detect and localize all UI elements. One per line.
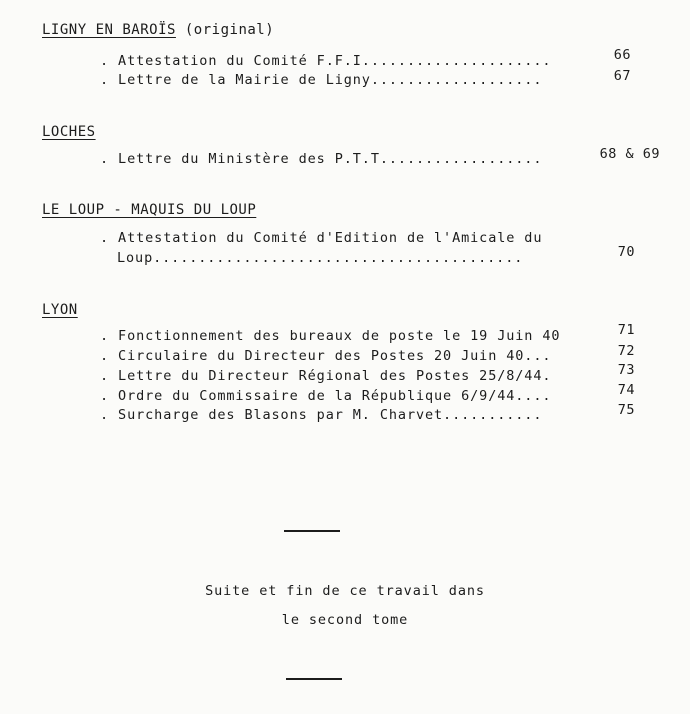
page-number-70: 70 xyxy=(617,244,635,260)
entry-circulaire: . Circulaire du Directeur des Postes 20 Juin 40... xyxy=(100,348,552,364)
entry-attestation-ffi: . Attestation du Comité F.F.I..................... xyxy=(100,53,552,69)
page-number-68-69: 68 & 69 xyxy=(599,146,660,162)
page-number-74: 74 xyxy=(617,382,635,398)
section-title-lyon xyxy=(42,302,78,318)
entry-lettre-mairie: . Lettre de la Mairie de Ligny................... xyxy=(100,72,543,88)
section-title-ligny-text: LIGNY EN BAROÏS xyxy=(42,22,176,38)
page-number-71: 71 xyxy=(617,322,635,338)
section-title-le-loup-text: LE LOUP - MAQUIS DU LOUP xyxy=(42,202,257,218)
closing-line-1: Suite et fin de ce travail dans xyxy=(205,583,485,599)
entry-attestation-amicale-cont: Loup......................................... xyxy=(117,250,524,266)
page-number-66: 66 xyxy=(613,47,631,63)
section-title-ligny-suffix: (original) xyxy=(175,22,275,38)
section-title-ligny xyxy=(42,22,274,38)
entry-lettre-directeur: . Lettre du Directeur Régional des Postes 25/8/44. xyxy=(100,368,552,384)
section-title-le-loup xyxy=(42,202,256,218)
page-number-72: 72 xyxy=(617,343,635,359)
page-number-67: 67 xyxy=(613,68,631,84)
separator-rule-bottom xyxy=(286,678,342,680)
separator-rule-top xyxy=(284,530,340,532)
section-title-loches-text: LOCHES xyxy=(42,124,96,140)
closing-line-2: le second tome xyxy=(281,612,409,628)
section-title-lyon-text: LYON xyxy=(42,302,78,318)
entry-fonctionnement: . Fonctionnement des bureaux de poste le 19 Juin 40 xyxy=(100,328,561,344)
section-title-loches xyxy=(42,124,96,140)
entry-lettre-ministere: . Lettre du Ministère des P.T.T.................. xyxy=(100,151,543,167)
entry-surcharge-blasons: . Surcharge des Blasons par M. Charvet........... xyxy=(100,407,543,423)
page-number-73: 73 xyxy=(617,362,635,378)
entry-attestation-amicale: . Attestation du Comité d'Edition de l'Amicale du xyxy=(100,230,543,246)
page-number-75: 75 xyxy=(617,402,635,418)
entry-ordre-commissaire: . Ordre du Commissaire de la République 6/9/44.... xyxy=(100,388,552,404)
